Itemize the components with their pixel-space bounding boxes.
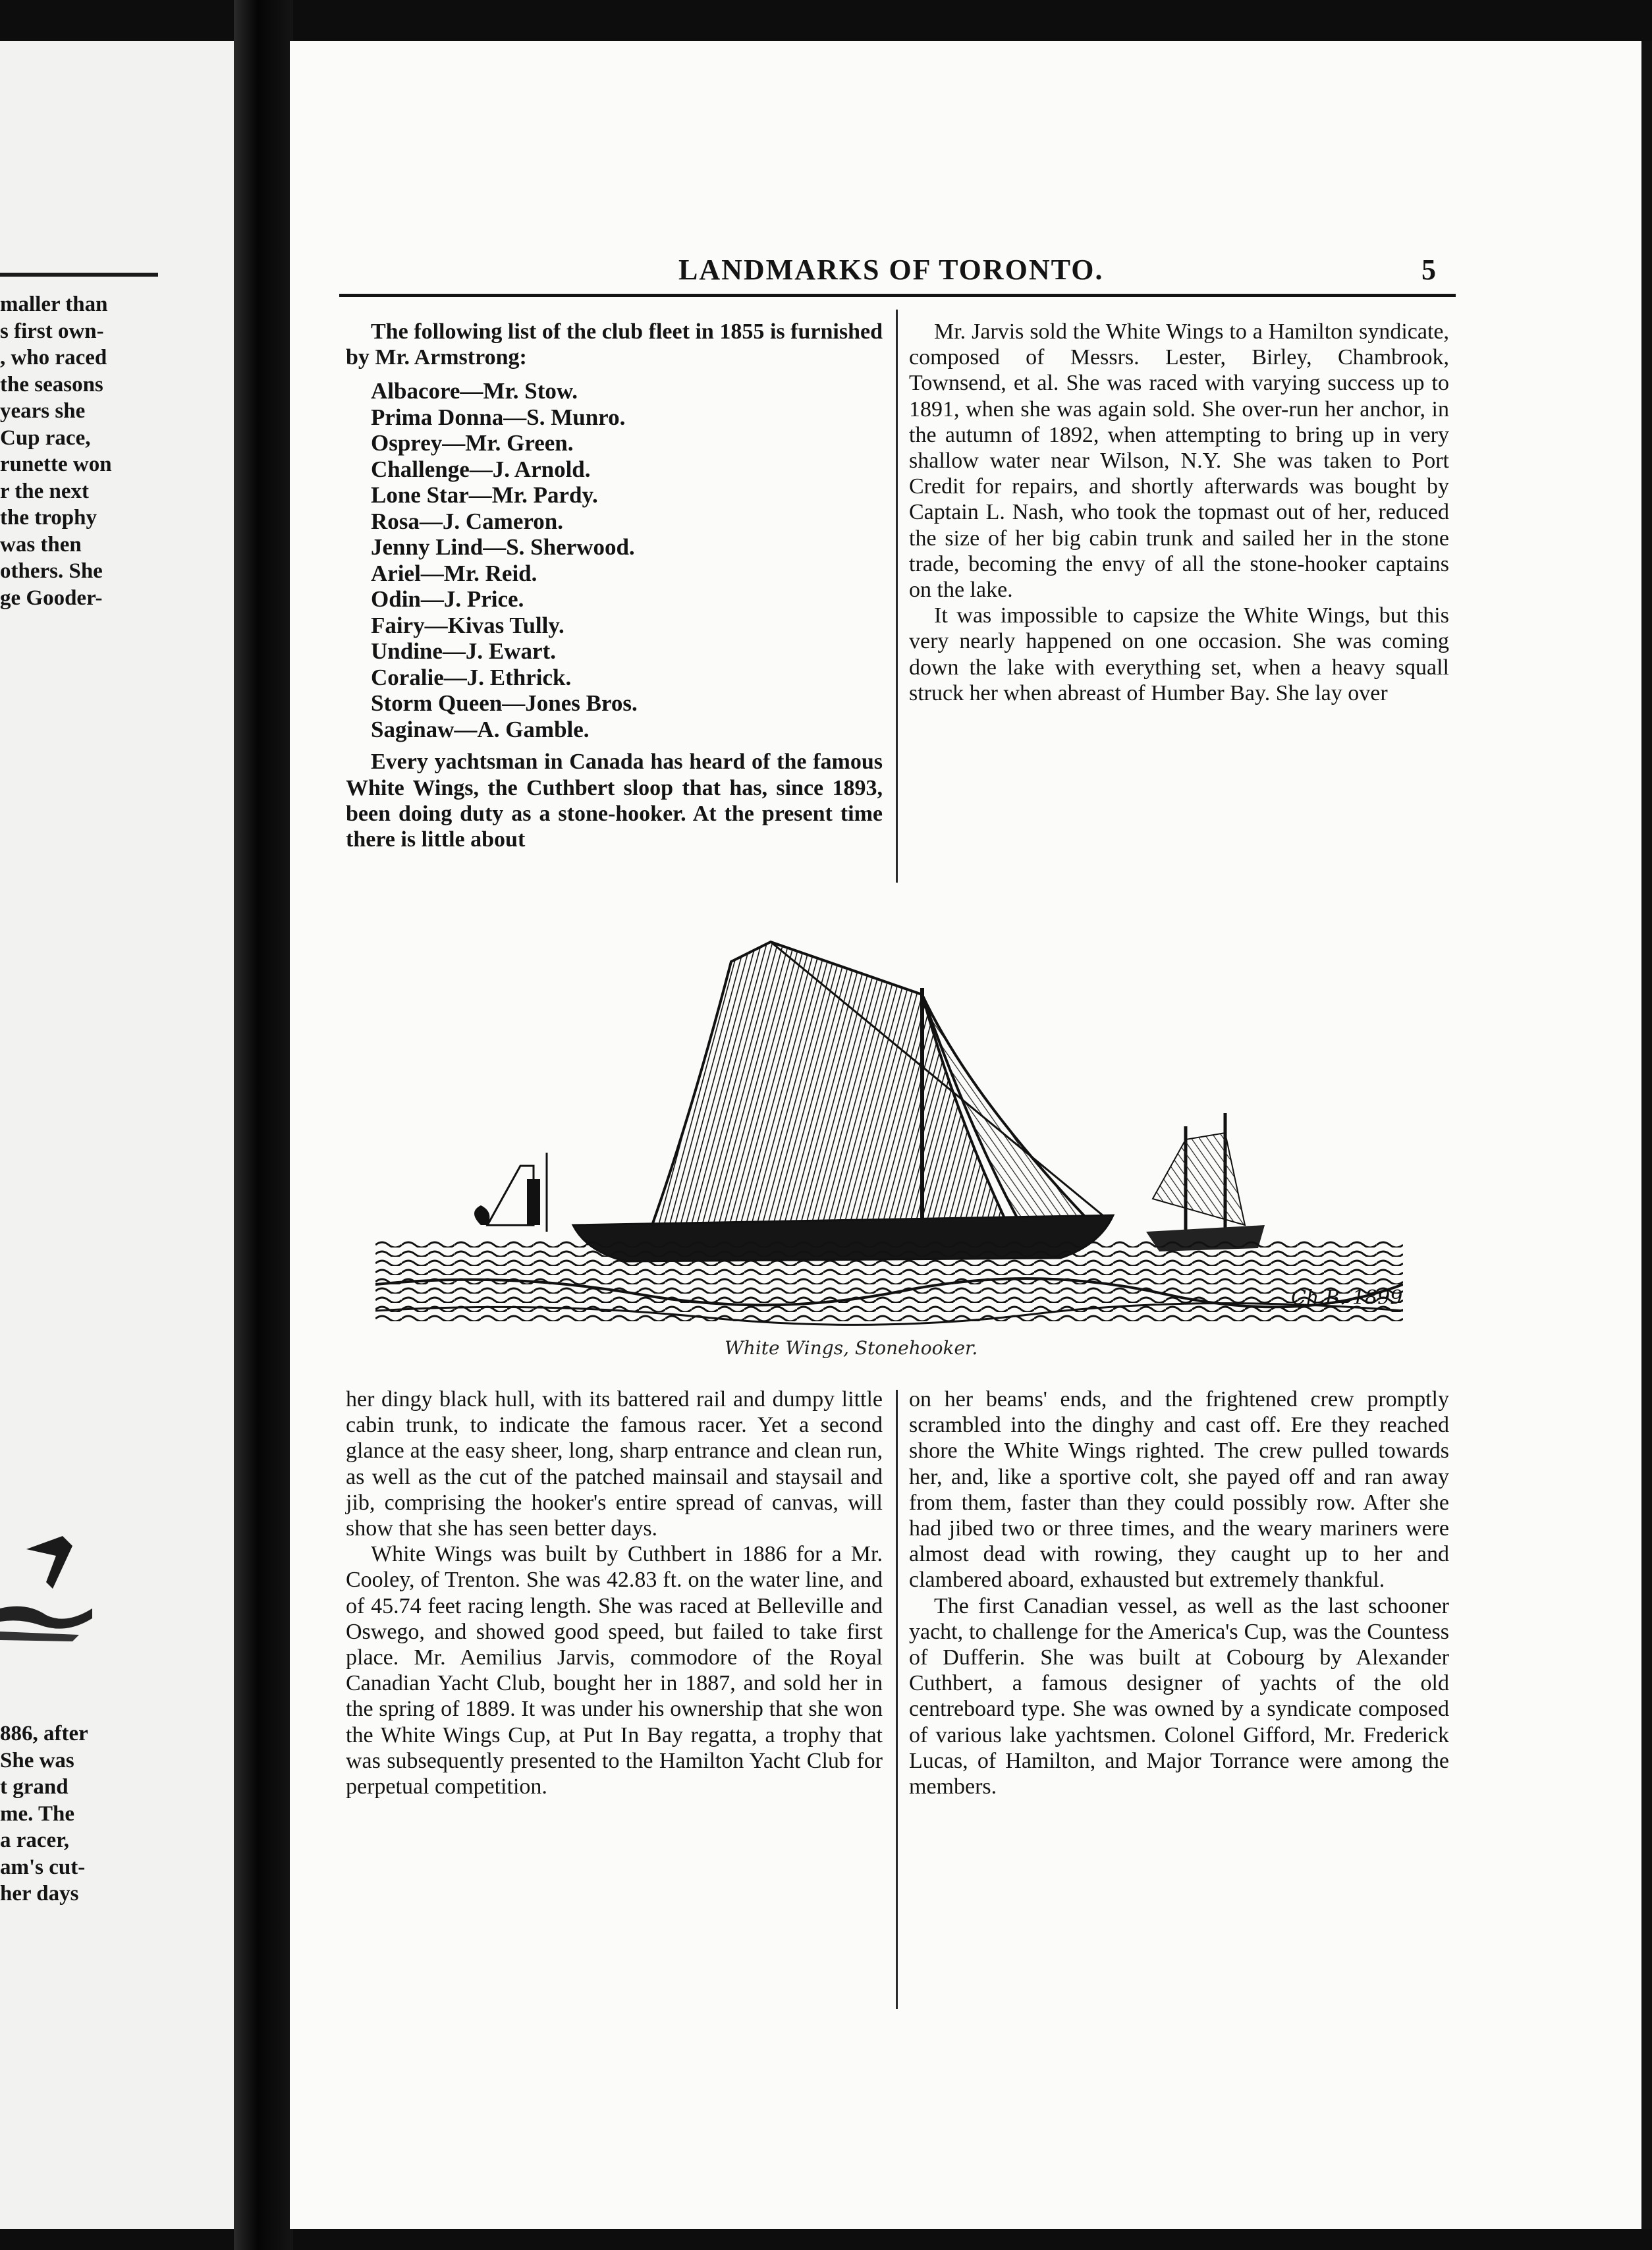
capsize-paragraph: It was impossible to capsize the White Wings, but this very nearly happened on one occasion. She was coming down the lake with everything set, when a heavy squall struck her when abreast of Humber Bay. She lay over <box>909 603 1449 705</box>
white-wings-intro-paragraph: Every yachtsman in Canada has heard of the famous White Wings, the Cuthbert sloop that has, since 1893, been doing duty as a stone-hooker. At the present time there is little about <box>346 750 883 852</box>
previous-page-line: s first own- <box>0 319 104 343</box>
upper-right-column <box>909 319 1449 706</box>
previous-page-line: others. She <box>0 559 103 583</box>
header-rule <box>339 294 1456 297</box>
page-number: 5 <box>1421 254 1437 286</box>
fleet-list-item: Osprey—Mr. Green. <box>371 430 574 456</box>
previous-page-illustration-fragment <box>0 1510 99 1661</box>
fleet-list-item: Odin—J. Price. <box>371 586 524 613</box>
fleet-intro: The following list of the club fleet in 1855 is furnished by Mr. Armstrong: <box>346 319 883 370</box>
white-wings-illustration <box>375 916 1403 1350</box>
fleet-list-item: Saginaw—A. Gamble. <box>371 716 590 742</box>
binding-gutter <box>234 0 293 2250</box>
previous-page-line: the trophy <box>0 506 97 530</box>
hull-description-paragraph: her dingy black hull, with its battered rail and dumpy little cabin trunk, to indicate the famous racer. Yet a second glance at the easy sheer, long, sharp entrance and clean run, as well as the cut of the patched mainsail and staysail and jib, comprising the hooker's entire spread of canvas, will show that she has seen better days. <box>346 1387 883 1541</box>
fleet-list-item: Rosa—J. Cameron. <box>371 508 563 534</box>
jarvis-sale-paragraph: Mr. Jarvis sold the White Wings to a Hamilton syndicate, composed of Messrs. Lester, Birley, Chambrook, Townsend, et al. She was raced with varying success up to 1891, when she was again sold. She over-run her anchor, in the autumn of 1892, when attempting to bring up in very shallow water near Wilson, N.Y. She was taken to Port Credit for repairs, and shortly afterwards was bought by Captain L. Nash, who took the topmast out of her, reduced the size of her big cabin trunk and sailed her in the stone trade, becoming the envy of all the stone-hooker captains on the lake. <box>909 319 1449 603</box>
fleet-list-item: Lone Star—Mr. Pardy. <box>371 482 598 508</box>
previous-page-fragment <box>0 41 234 2229</box>
previous-page-top-text <box>0 291 165 611</box>
fleet-list-item: Ariel—Mr. Reid. <box>371 560 537 586</box>
lower-right-column <box>909 1386 1449 1799</box>
previous-page-line: runette won <box>0 453 112 476</box>
upper-left-column <box>346 319 883 852</box>
previous-page-line: r the next <box>0 479 90 503</box>
previous-page-line: t grand <box>0 1775 69 1799</box>
previous-page-bottom-text <box>0 1720 165 1907</box>
column-divider-lower <box>896 1390 898 2009</box>
previous-page-line: the seasons <box>0 372 103 397</box>
fleet-list-item: Challenge—J. Arnold. <box>371 456 591 482</box>
previous-page-line: me. The <box>0 1801 75 1826</box>
fleet-list-item: Fairy—Kivas Tully. <box>371 612 564 638</box>
lower-left-column <box>346 1386 883 1799</box>
fleet-list-item: Coralie—J. Ethrick. <box>371 664 572 690</box>
previous-page-line: am's cut- <box>0 1855 86 1879</box>
previous-page-line: , who raced <box>0 346 107 370</box>
previous-page-line: her days <box>0 1882 79 1906</box>
rescue-paragraph: on her beams' ends, and the frightened crew promptly scrambled into the dinghy and cast off. Ere they reached shore the White Wings righted. The crew pulled towards her, and, like a sportive colt, she payed off and ran away from them, faster than they could possibly row. After she had jibed two or three times, and the weary mariners were almost dead with rowing, they caught up to her and clambered aboard, exhausted but extremely thankful. <box>909 1387 1449 1593</box>
running-head-title: LANDMARKS OF TORONTO. <box>678 254 1104 286</box>
fleet-list-item: Undine—J. Ewart. <box>371 638 556 665</box>
previous-page-line: maller than <box>0 292 108 316</box>
previous-page-line: was then <box>0 532 82 557</box>
artist-signature: Ch.B. 1899 <box>1291 1286 1403 1309</box>
previous-page-line: ge Gooder- <box>0 586 103 610</box>
running-head <box>678 253 1601 287</box>
previous-page-line: She was <box>0 1748 74 1772</box>
fleet-list-item: Prima Donna—S. Munro. <box>371 404 626 430</box>
countess-of-dufferin-paragraph: The first Canadian vessel, as well as the last schooner yacht, to challenge for the America's Cup, was the Countess of Dufferin. She was built at Cobourg by Alexander Cuthbert, a famous designer of yachts of the old centreboard type. She was owned by a syndicate composed of various lake yachtsmen. Colonel Gifford, Mr. Frederick Lucas, of Hamilton, and Major Torrance were among the members. <box>909 1593 1449 1799</box>
previous-page-line: Cup race, <box>0 425 91 450</box>
page-edge <box>1641 41 1652 2229</box>
previous-page-line: a racer, <box>0 1828 70 1852</box>
illustration-caption: White Wings, Stonehooker. <box>725 1337 978 1359</box>
fleet-list-item: Albacore—Mr. Stow. <box>371 378 578 404</box>
fleet-list-item: Jenny Lind—S. Sherwood. <box>371 534 635 561</box>
previous-page-rule <box>0 273 158 277</box>
column-divider-upper <box>896 310 898 883</box>
fleet-list <box>371 378 883 742</box>
previous-page-line: 886, after <box>0 1722 88 1745</box>
fleet-list-item: Storm Queen—Jones Bros. <box>371 690 638 717</box>
previous-page-line: years she <box>0 399 86 423</box>
history-paragraph: White Wings was built by Cuthbert in 1886 for a Mr. Cooley, of Trenton. She was 42.83 ft. on the water line, and of 45.74 feet racing length. She was raced at Belleville and Oswego, and showed good speed, but failed to take first place. Mr. Aemilius Jarvis, commodore of the Royal Canadian Yacht Club, bought her in 1887, and sold her in the spring of 1889. It was under his ownership that she won the White Wings Cup, at Put In Bay regatta, a trophy that was subsequently presented to the Hamilton Yacht Club for perpetual competition. <box>346 1542 883 1799</box>
